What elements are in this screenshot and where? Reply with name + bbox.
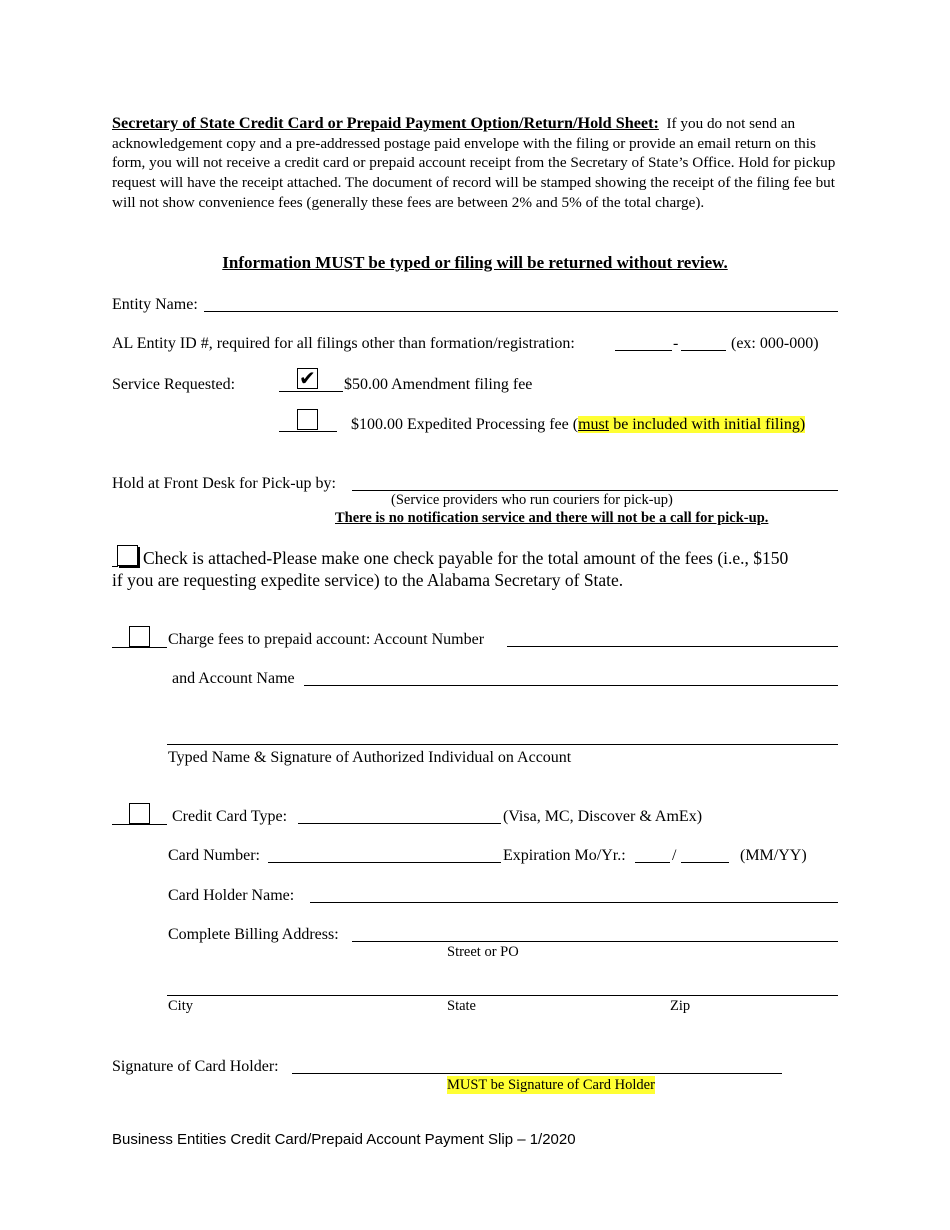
prepaid-blank (112, 647, 167, 648)
entity-id-example: (ex: 000-000) (731, 335, 819, 352)
card-number-field[interactable] (268, 862, 501, 863)
expiration-label: Expiration Mo/Yr.: (503, 847, 626, 864)
typed-notice: Information MUST be typed or filing will be returned without review. (222, 253, 728, 272)
expedited-blank (279, 431, 337, 432)
credit-card-type-field[interactable] (298, 823, 501, 824)
intro-body: If you do not send an acknowledgement copy and a pre-addressed postage paid envelope with the filing or provide an email return on this form, you will not receive a credit card or prepaid account receipt from the Secretary of State’s Office. Hold for pickup request will have the receipt attached. The document of record will be stamped showing the receipt of the filing fee but will not show convenience fees (generally these fees are between 2% and 5% of the total charge). (112, 115, 836, 211)
card-number-label: Card Number: (168, 847, 260, 864)
check-mark-icon: ✔ (299, 366, 316, 390)
entity-id-dash: - (673, 335, 679, 352)
signature-label: Signature of Card Holder: (112, 1058, 279, 1075)
expiration-month-field[interactable] (635, 862, 670, 863)
check-payment-blank (112, 566, 118, 567)
signature-note: MUST be Signature of Card Holder (447, 1077, 655, 1093)
expedited-rest-text: be included with initial filing) (609, 416, 806, 433)
zip-label: Zip (670, 998, 691, 1014)
billing-street-field[interactable] (352, 941, 838, 942)
footer-text: Business Entities Credit Card/Prepaid Account Payment Slip – 1/2020 (112, 1131, 576, 1148)
hold-label: Hold at Front Desk for Pick-up by: (112, 475, 336, 492)
expiration-slash: / (672, 847, 677, 864)
expedited-checkbox[interactable] (297, 409, 318, 430)
credit-card-type-note: (Visa, MC, Discover & AmEx) (503, 808, 703, 825)
prepaid-signature-label: Typed Name & Signature of Authorized Individual on Account (168, 749, 572, 766)
prepaid-checkbox[interactable] (129, 626, 150, 647)
prepaid-account-number-field[interactable] (507, 646, 838, 647)
street-label: Street or PO (447, 944, 519, 960)
prepaid-account-name-label: and Account Name (172, 670, 295, 687)
credit-card-checkbox[interactable] (129, 803, 150, 824)
check-payment-line2: if you are requesting expedite service) to the Alabama Secretary of State. (112, 570, 624, 590)
intro-heading: Secretary of State Credit Card or Prepaid Payment Option/Return/Hold Sheet: (112, 114, 659, 132)
check-payment-checkbox[interactable] (117, 545, 138, 566)
prepaid-account-name-field[interactable] (304, 685, 838, 686)
entity-name-field[interactable] (204, 311, 838, 312)
expedited-must-text: must (578, 416, 610, 433)
entity-id-label: AL Entity ID #, required for all filings other than formation/registration: (112, 335, 575, 352)
amendment-checkbox[interactable] (297, 368, 318, 389)
credit-card-blank (112, 824, 167, 825)
credit-card-type-label: Credit Card Type: (172, 808, 288, 825)
billing-address-label: Complete Billing Address: (168, 926, 339, 943)
check-payment-line1: Check is attached-Please make one check payable for the total amount of the fees (i.e., $150 (143, 548, 789, 568)
hold-note: (Service providers who run couriers for pick-up) (391, 492, 673, 508)
card-holder-name-field[interactable] (310, 902, 838, 903)
prepaid-account-label: Charge fees to prepaid account: Account Number (168, 631, 485, 648)
entity-id-part1-field[interactable] (615, 350, 672, 351)
signature-field[interactable] (292, 1073, 782, 1074)
expedited-fee-text: $100.00 Expedited Processing fee ( (351, 416, 579, 433)
expiration-format: (MM/YY) (740, 847, 807, 864)
amendment-blank (279, 391, 343, 392)
hold-warning: There is no notification service and there will not be a call for pick-up. (335, 510, 769, 526)
expedited-fee-label (351, 415, 805, 435)
expiration-year-field[interactable] (681, 862, 729, 863)
state-label: State (447, 998, 476, 1014)
entity-name-label: Entity Name: (112, 296, 198, 313)
city-label: City (168, 998, 193, 1014)
service-requested-label: Service Requested: (112, 376, 236, 393)
billing-city-state-zip-field[interactable] (167, 995, 838, 996)
amendment-fee-label: $50.00 Amendment filing fee (344, 376, 533, 393)
intro-paragraph (112, 114, 840, 213)
entity-id-part2-field[interactable] (681, 350, 726, 351)
prepaid-signature-field[interactable] (167, 744, 838, 745)
card-holder-name-label: Card Holder Name: (168, 887, 295, 904)
